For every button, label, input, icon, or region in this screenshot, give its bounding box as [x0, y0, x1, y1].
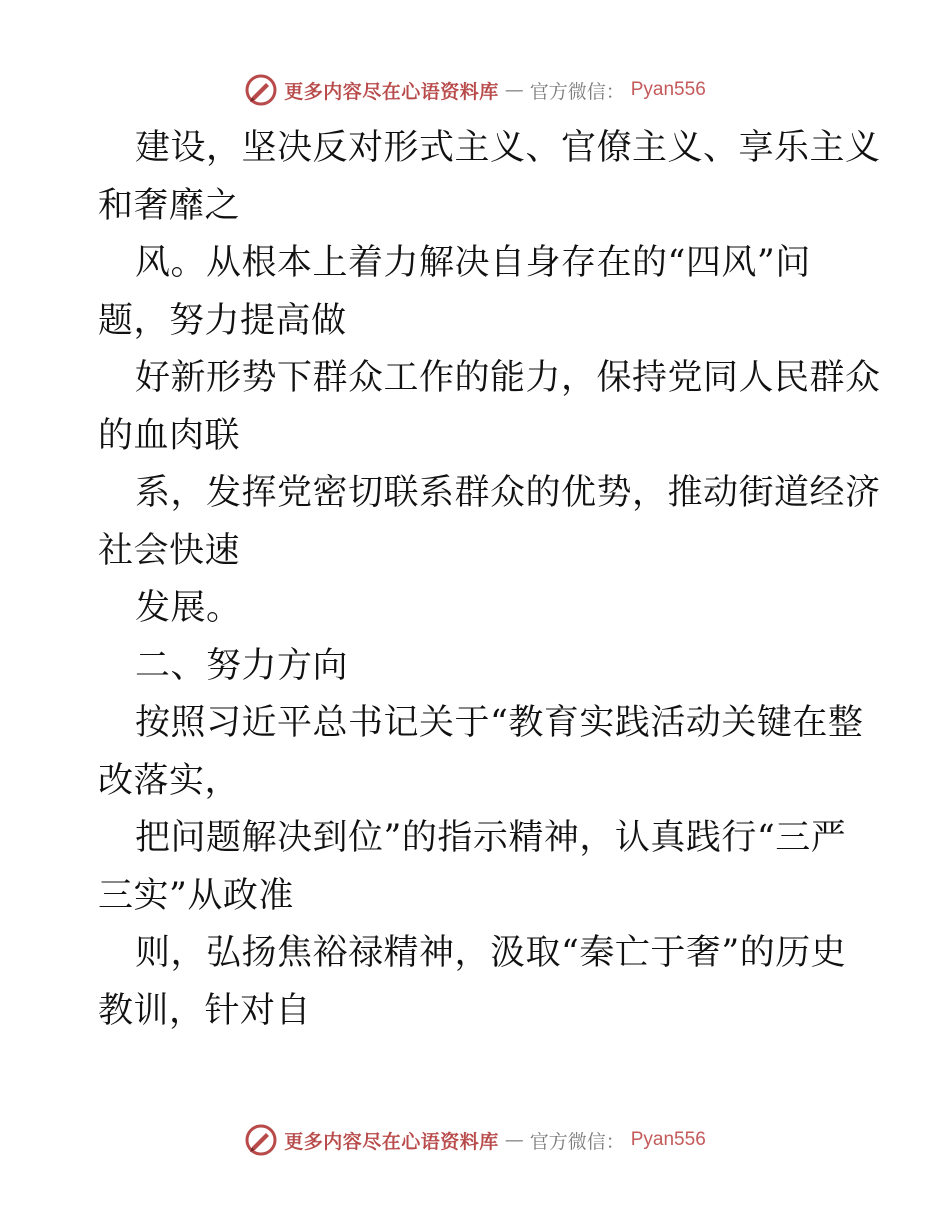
text-line: 三实”从政准	[98, 875, 294, 916]
text-line: 的血肉联	[98, 415, 241, 456]
text-line: 建设，坚决反对形式主义、官僚主义、享乐主义	[135, 128, 881, 168]
watermark-dash: —	[504, 79, 524, 101]
document-body	[98, 120, 881, 1040]
watermark-wechat-handle: Pyan556	[630, 1129, 706, 1150]
text-line: 按照习近平总书记关于“教育实践活动关键在整	[135, 703, 864, 743]
watermark-brand: 更多内容尽在心语资料库	[284, 1130, 499, 1153]
text-line: 和奢靡之	[98, 185, 241, 226]
watermark-brand: 更多内容尽在心语资料库	[284, 80, 499, 103]
red-pen-logo-icon	[244, 73, 278, 107]
text-line: 发展。	[135, 588, 242, 628]
watermark-dash: —	[504, 1129, 524, 1151]
footer-watermark	[0, 1120, 950, 1160]
text-line: 社会快速	[98, 530, 241, 571]
text-line: 则，弘扬焦裕禄精神，汲取“秦亡于奢”的历史	[135, 933, 847, 973]
watermark-official-label: 官方微信：	[529, 1130, 625, 1153]
section-heading: 二、努力方向	[135, 645, 349, 686]
text-line: 教训，针对自	[98, 990, 312, 1031]
text-line: 好新形势下群众工作的能力，保持党同人民群众	[135, 358, 881, 398]
text-line: 改落实，	[98, 760, 241, 801]
header-watermark	[0, 70, 950, 110]
watermark-wechat-handle: Pyan556	[630, 79, 706, 100]
watermark-official-label: 官方微信：	[529, 80, 625, 103]
text-line: 风。从根本上着力解决自身存在的“四风”问	[135, 243, 811, 283]
text-line: 系，发挥党密切联系群众的优势，推动街道经济	[135, 473, 881, 513]
text-line: 把问题解决到位”的指示精神，认真践行“三严	[135, 818, 847, 858]
text-line: 题，努力提高做	[98, 300, 347, 341]
red-pen-logo-icon	[244, 1123, 278, 1157]
